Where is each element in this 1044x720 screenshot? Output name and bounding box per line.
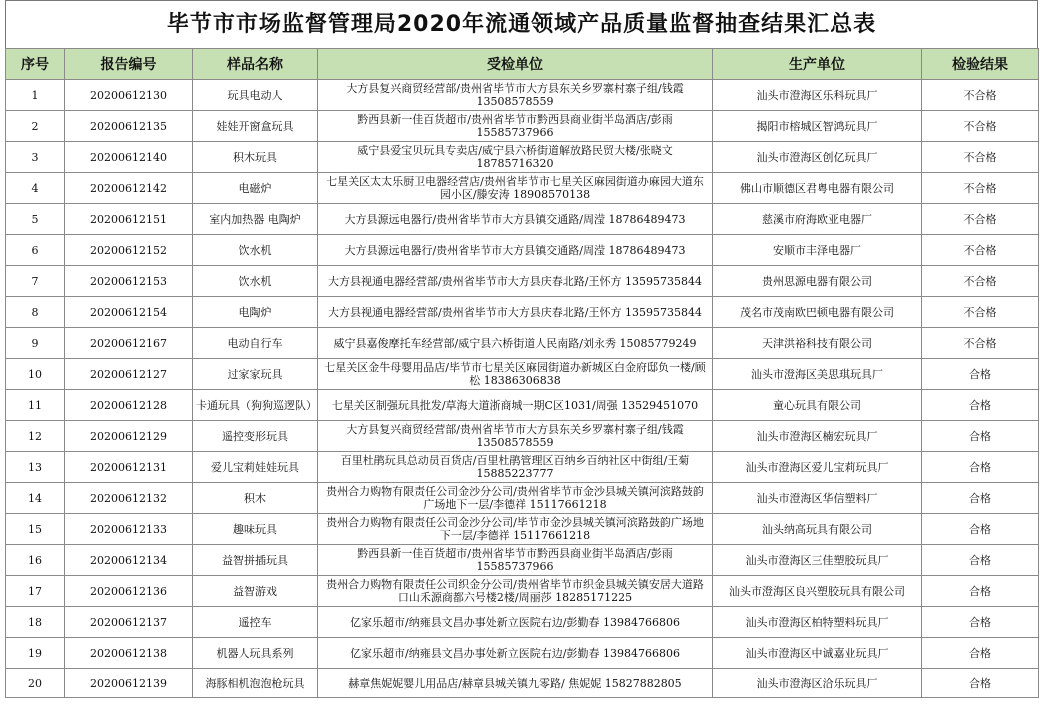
cell-sample[interactable]: 趣味玩具 [193,514,318,545]
results-table [5,48,1039,698]
cell-report[interactable]: 20200612142 [65,173,193,204]
cell-sample[interactable]: 玩具电动人 [193,80,318,111]
cell-report[interactable]: 20200612138 [65,638,193,669]
cell-sample[interactable]: 益智游戏 [193,576,318,607]
cell-inspected-unit[interactable]: 黔西县新一佳百货超市/贵州省毕节市黔西县商业街半岛酒店/彭雨 15585737966 [318,111,713,142]
cell-manufacturer[interactable]: 汕头市澄海区华信塑料厂 [713,483,922,514]
cell-no[interactable]: 13 [6,452,65,483]
cell-sample[interactable]: 电动自行车 [193,328,318,359]
cell-manufacturer[interactable]: 汕头市澄海区三佳塑胶玩具厂 [713,545,922,576]
cell-no[interactable]: 10 [6,359,65,390]
table-row [6,483,1039,514]
table-row [6,328,1039,359]
cell-manufacturer[interactable]: 汕头市澄海区洽乐玩具厂 [713,669,922,698]
cell-inspected-unit[interactable]: 贵州合力购物有限责任公司金沙分公司/毕节市金沙县城关镇河滨路鼓韵广场地下一层/李德祥 15117661218 [318,514,713,545]
cell-no[interactable]: 14 [6,483,65,514]
cell-report[interactable]: 20200612167 [65,328,193,359]
cell-inspected-unit[interactable]: 大方县源远电器行/贵州省毕节市大方县镇交通路/周滢 18786489473 [318,235,713,266]
col-header-sample: 样品名称 [193,49,318,80]
table-row [6,576,1039,607]
cell-manufacturer[interactable]: 汕头市澄海区乐科玩具厂 [713,80,922,111]
table-row [6,142,1039,173]
cell-inspected-unit[interactable]: 七星关区太太乐厨卫电器经营店/贵州省毕节市七星关区麻园街道办麻园大道东园小区/滕安涛 18908570138 [318,173,713,204]
cell-report[interactable]: 20200612130 [65,80,193,111]
cell-manufacturer[interactable]: 慈溪市府海欧亚电器厂 [713,204,922,235]
cell-inspected-unit[interactable]: 七星关区金牛母婴用品店/毕节市七星关区麻园街道办新城区白金府邸负一楼/顾松 18386306838 [318,359,713,390]
cell-report[interactable]: 20200612127 [65,359,193,390]
cell-no[interactable]: 19 [6,638,65,669]
cell-result[interactable]: 合格 [922,452,1039,483]
cell-sample[interactable]: 机器人玩具系列 [193,638,318,669]
cell-manufacturer[interactable]: 汕头市澄海区柏特塑料玩具厂 [713,607,922,638]
cell-sample[interactable]: 爱儿宝莉娃娃玩具 [193,452,318,483]
cell-no[interactable]: 6 [6,235,65,266]
cell-sample[interactable]: 遥控车 [193,607,318,638]
cell-result[interactable]: 合格 [922,607,1039,638]
cell-sample[interactable]: 电陶炉 [193,297,318,328]
header-row [6,49,1039,80]
cell-result[interactable]: 合格 [922,576,1039,607]
table-row [6,638,1039,669]
cell-no[interactable]: 1 [6,80,65,111]
cell-inspected-unit[interactable]: 大方县源远电器行/贵州省毕节市大方县镇交通路/周滢 18786489473 [318,204,713,235]
cell-result[interactable]: 不合格 [922,266,1039,297]
table-row [6,607,1039,638]
cell-report[interactable]: 20200612129 [65,421,193,452]
table-row [6,235,1039,266]
table-row [6,359,1039,390]
cell-manufacturer[interactable]: 汕头纳高玩具有限公司 [713,514,922,545]
cell-result[interactable]: 不合格 [922,235,1039,266]
cell-sample[interactable]: 积木玩具 [193,142,318,173]
cell-manufacturer[interactable]: 汕头市澄海区美思琪玩具厂 [713,359,922,390]
table-row [6,421,1039,452]
cell-report[interactable]: 20200612154 [65,297,193,328]
cell-sample[interactable]: 过家家玩具 [193,359,318,390]
cell-result[interactable]: 不合格 [922,173,1039,204]
cell-manufacturer[interactable]: 茂名市茂南欧巴顿电器有限公司 [713,297,922,328]
cell-no[interactable]: 15 [6,514,65,545]
cell-result[interactable]: 合格 [922,483,1039,514]
table-row [6,514,1039,545]
cell-inspected-unit[interactable]: 贵州合力购物有限责任公司织金分公司/贵州省毕节市织金县城关镇安居大道路口山禾源商都六号楼2楼/周丽莎 18285171225 [318,576,713,607]
table-row [6,204,1039,235]
cell-inspected-unit[interactable]: 威宁县爱宝贝玩具专卖店/威宁县六桥街道解放路民贸大楼/张晓文 18785716320 [318,142,713,173]
cell-no[interactable]: 17 [6,576,65,607]
cell-inspected-unit[interactable]: 大方县视通电器经营部/贵州省毕节市大方县庆春北路/王怀方 13595735844 [318,297,713,328]
cell-report[interactable]: 20200612140 [65,142,193,173]
cell-manufacturer[interactable]: 汕头市澄海区中诚嘉业玩具厂 [713,638,922,669]
cell-inspected-unit[interactable]: 大方县视通电器经营部/贵州省毕节市大方县庆春北路/王怀方 13595735844 [318,266,713,297]
cell-sample[interactable]: 益智拼插玩具 [193,545,318,576]
cell-report[interactable]: 20200612137 [65,607,193,638]
cell-result[interactable]: 不合格 [922,297,1039,328]
cell-report[interactable]: 20200612133 [65,514,193,545]
cell-report[interactable]: 20200612139 [65,669,193,698]
cell-sample[interactable]: 积木 [193,483,318,514]
table-row [6,390,1039,421]
cell-inspected-unit[interactable]: 大方县复兴商贸经营部/贵州省毕节市大方县东关乡罗寨村寨子组/钱霞 13508578559 [318,421,713,452]
cell-inspected-unit[interactable]: 七星关区制强玩具批发/草海大道浙商城一期C区1031/周强 13529451070 [318,390,713,421]
cell-report[interactable]: 20200612136 [65,576,193,607]
cell-sample[interactable]: 室内加热器 电陶炉 [193,204,318,235]
cell-manufacturer[interactable]: 汕头市澄海区楠宏玩具厂 [713,421,922,452]
cell-result[interactable]: 合格 [922,390,1039,421]
cell-sample[interactable]: 遥控变形玩具 [193,421,318,452]
cell-no[interactable]: 11 [6,390,65,421]
cell-no[interactable]: 16 [6,545,65,576]
table-body [6,80,1039,698]
cell-inspected-unit[interactable]: 黔西县新一佳百货超市/贵州省毕节市黔西县商业街半岛酒店/彭雨 15585737966 [318,545,713,576]
cell-result[interactable]: 不合格 [922,328,1039,359]
table-row [6,173,1039,204]
cell-no[interactable]: 2 [6,111,65,142]
cell-inspected-unit[interactable]: 亿家乐超市/纳雍县文昌办事处新立医院右边/彭勤春 13984766806 [318,638,713,669]
table-row [6,80,1039,111]
col-header-report: 报告编号 [65,49,193,80]
table-row [6,111,1039,142]
cell-manufacturer[interactable]: 佛山市顺德区君粤电器有限公司 [713,173,922,204]
col-header-result: 检验结果 [922,49,1039,80]
cell-result[interactable]: 不合格 [922,204,1039,235]
col-header-no: 序号 [6,49,65,80]
cell-result[interactable]: 合格 [922,421,1039,452]
cell-manufacturer[interactable]: 汕头市澄海区创亿玩具厂 [713,142,922,173]
cell-result[interactable]: 合格 [922,514,1039,545]
cell-result[interactable]: 不合格 [922,111,1039,142]
col-header-manufacturer: 生产单位 [713,49,922,80]
cell-report[interactable]: 20200612152 [65,235,193,266]
cell-result[interactable]: 不合格 [922,142,1039,173]
cell-manufacturer[interactable]: 童心玩具有限公司 [713,390,922,421]
spreadsheet [5,0,1038,698]
cell-no[interactable]: 9 [6,328,65,359]
cell-inspected-unit[interactable]: 亿家乐超市/纳雍县文昌办事处新立医院右边/彭勤春 13984766806 [318,607,713,638]
cell-sample[interactable]: 海豚相机泡泡枪玩具 [193,669,318,698]
cell-no[interactable]: 8 [6,297,65,328]
cell-inspected-unit[interactable]: 赫章焦妮妮婴儿用品店/赫章县城关镇九零路/ 焦妮妮 15827882805 [318,669,713,698]
cell-inspected-unit[interactable]: 威宁县嘉俊摩托车经营部/威宁县六桥街道人民南路/刘永秀 15085779249 [318,328,713,359]
cell-no[interactable]: 7 [6,266,65,297]
col-header-inspected-unit: 受检单位 [318,49,713,80]
cell-sample[interactable]: 饮水机 [193,235,318,266]
cell-manufacturer[interactable]: 汕头市澄海区爱儿宝莉玩具厂 [713,452,922,483]
cell-inspected-unit[interactable]: 贵州合力购物有限责任公司金沙分公司/贵州省毕节市金沙县城关镇河滨路鼓韵广场地下一层/李德祥 15117661218 [318,483,713,514]
cell-sample[interactable]: 娃娃开窗盒玩具 [193,111,318,142]
cell-report[interactable]: 20200612153 [65,266,193,297]
cell-sample[interactable]: 饮水机 [193,266,318,297]
sheet-title: 毕节市市场监督管理局2020年流通领域产品质量监督抽查结果汇总表 [5,0,1038,48]
cell-no[interactable]: 3 [6,142,65,173]
table-row [6,545,1039,576]
cell-sample[interactable]: 卡通玩具（狗狗巡逻队） [193,390,318,421]
cell-result[interactable]: 合格 [922,638,1039,669]
table-row [6,669,1039,698]
cell-result[interactable]: 合格 [922,669,1039,698]
cell-manufacturer[interactable]: 汕头市澄海区良兴塑胶玩具有限公司 [713,576,922,607]
cell-manufacturer[interactable]: 安顺市丰泽电器厂 [713,235,922,266]
cell-sample[interactable]: 电磁炉 [193,173,318,204]
cell-report[interactable]: 20200612134 [65,545,193,576]
cell-report[interactable]: 20200612135 [65,111,193,142]
cell-manufacturer[interactable]: 贵州思源电器有限公司 [713,266,922,297]
cell-result[interactable]: 合格 [922,545,1039,576]
cell-report[interactable]: 20200612132 [65,483,193,514]
cell-inspected-unit[interactable]: 百里杜鹃玩具总动员百货店/百里杜鹃管理区百纳乡百纳社区中街组/王菊 15885223777 [318,452,713,483]
cell-manufacturer[interactable]: 揭阳市榕城区智鸿玩具厂 [713,111,922,142]
cell-result[interactable]: 合格 [922,359,1039,390]
cell-report[interactable]: 20200612131 [65,452,193,483]
cell-inspected-unit[interactable]: 大方县复兴商贸经营部/贵州省毕节市大方县东关乡罗寨村寨子组/钱霞 13508578559 [318,80,713,111]
cell-no[interactable]: 20 [6,669,65,698]
cell-report[interactable]: 20200612128 [65,390,193,421]
cell-no[interactable]: 12 [6,421,65,452]
cell-report[interactable]: 20200612151 [65,204,193,235]
table-row [6,297,1039,328]
cell-no[interactable]: 5 [6,204,65,235]
table-row [6,266,1039,297]
table-row [6,452,1039,483]
cell-manufacturer[interactable]: 天津洪裕科技有限公司 [713,328,922,359]
cell-result[interactable]: 不合格 [922,80,1039,111]
cell-no[interactable]: 18 [6,607,65,638]
cell-no[interactable]: 4 [6,173,65,204]
